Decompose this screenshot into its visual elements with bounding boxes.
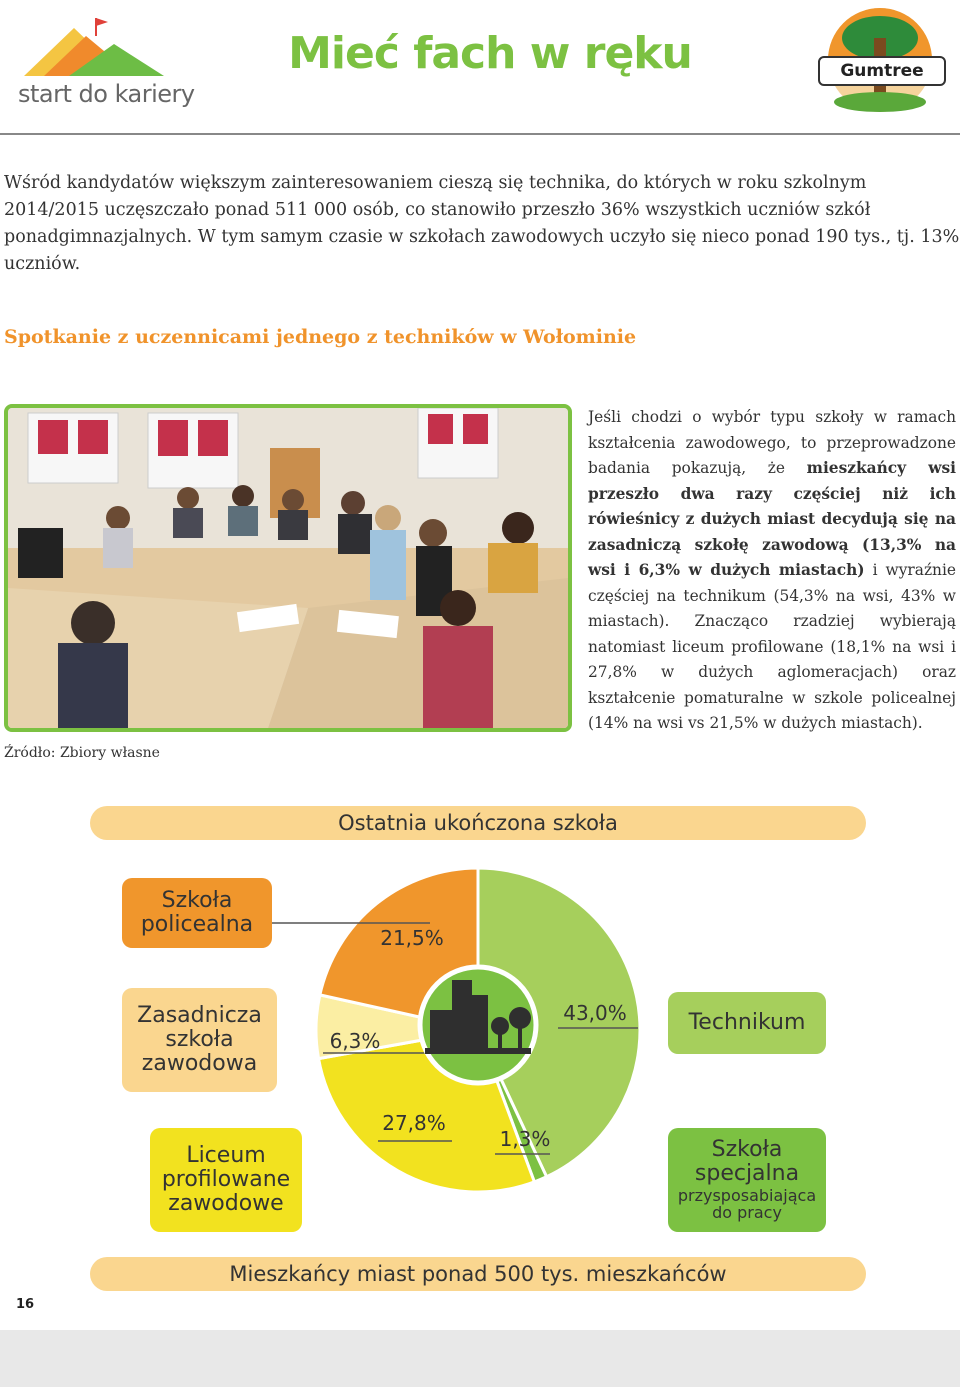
- slice-label-policealna: 21,5%: [380, 926, 444, 950]
- label-box-liceum: [150, 1128, 302, 1232]
- body-text-bold: mieszkańcy wsi przeszło dwa razy częściej niż ich rówieśnicy z dużych miast decydują się na zasadniczą szkołę zawodową (13,3% na wsi i 6,3% w dużych miastach): [588, 459, 956, 579]
- label-line: specjalna: [694, 1161, 800, 1187]
- classroom-photo-image: [8, 408, 568, 728]
- body-text-part2: i wyraźnie częściej na technikum (54,3% na wsi, 43% w miastach). Znacząco rzadziej wybierają natomiast liceum profilowane (18,1% na wsi i 27,8% w dużych aglomeracjach) oraz kształcenie pomaturalne w szkole policealnej (14% na wsi vs 21,5% w dużych miastach).: [588, 561, 956, 732]
- photo-source: Źródło: Zbiory własne: [4, 745, 160, 761]
- label-line: zawodowa: [141, 1051, 258, 1077]
- slice-label-technikum: 43,0%: [563, 1001, 627, 1025]
- chart-title-banner: Ostatnia ukończona szkoła: [90, 806, 866, 840]
- chart-subtitle-banner: Mieszkańcy miast ponad 500 tys. mieszkańców: [90, 1257, 866, 1291]
- label-line: profilowane: [161, 1166, 291, 1192]
- start-do-kariery-logo: [14, 14, 195, 114]
- intro-paragraph: Wśród kandydatów większym zainteresowaniem cieszą się technika, do których w roku szkolnym 2014/2015 uczęszczało ponad 511 000 osób, co stanowiło przeszło 36% wszystkich uczniów szkół ponadgimnazjalnych. W tym samym czasie w szkołach zawodowych uczyło się nieco ponad 190 tys., tj. 13% uczniów.: [4, 173, 960, 274]
- label-line: Technikum: [688, 1009, 806, 1035]
- label-line: Szkoła: [711, 1137, 783, 1163]
- classroom-photo: [4, 404, 572, 732]
- gumtree-logo: [810, 4, 950, 116]
- label-line: Liceum: [186, 1142, 266, 1168]
- body-text-part1: Jeśli chodzi o wybór typu szkoły w ramach kształcenia zawodowego, to przeprowadzone badania pokazują, że: [588, 408, 956, 477]
- label-line: przysposabiająca: [677, 1185, 817, 1205]
- label-line: policealna: [140, 912, 254, 937]
- label-line: Zasadnicza: [137, 1002, 262, 1028]
- right-logo-text: Gumtree: [818, 56, 946, 86]
- page-title: Mieć fach w ręku: [288, 28, 692, 79]
- label-line: do pracy: [712, 1203, 782, 1223]
- slice-label-specjalna: 1,3%: [499, 1127, 551, 1151]
- slice-label-liceum: 27,8%: [382, 1111, 446, 1135]
- label-line: zawodowe: [168, 1191, 284, 1217]
- label-box-policealna: [122, 878, 272, 948]
- label-box-specjalna: [668, 1128, 826, 1232]
- left-logo-text: start do kariery: [18, 80, 195, 108]
- body-paragraph: [588, 405, 956, 737]
- footer-band: [0, 1330, 960, 1387]
- label-box-technikum: [668, 992, 826, 1054]
- mountain-logo-icon: [14, 14, 184, 84]
- page-number: 16: [16, 1297, 35, 1312]
- label-box-zasadnicza: [122, 988, 277, 1092]
- header-divider: [0, 133, 960, 135]
- label-line: Szkoła: [161, 887, 233, 913]
- label-line: szkoła: [165, 1026, 234, 1052]
- city-icon: [420, 967, 536, 1083]
- slice-label-zasadnicza: 6,3%: [329, 1029, 381, 1053]
- photo-caption: Spotkanie z uczennicami jednego z techników w Wołominie: [4, 326, 637, 348]
